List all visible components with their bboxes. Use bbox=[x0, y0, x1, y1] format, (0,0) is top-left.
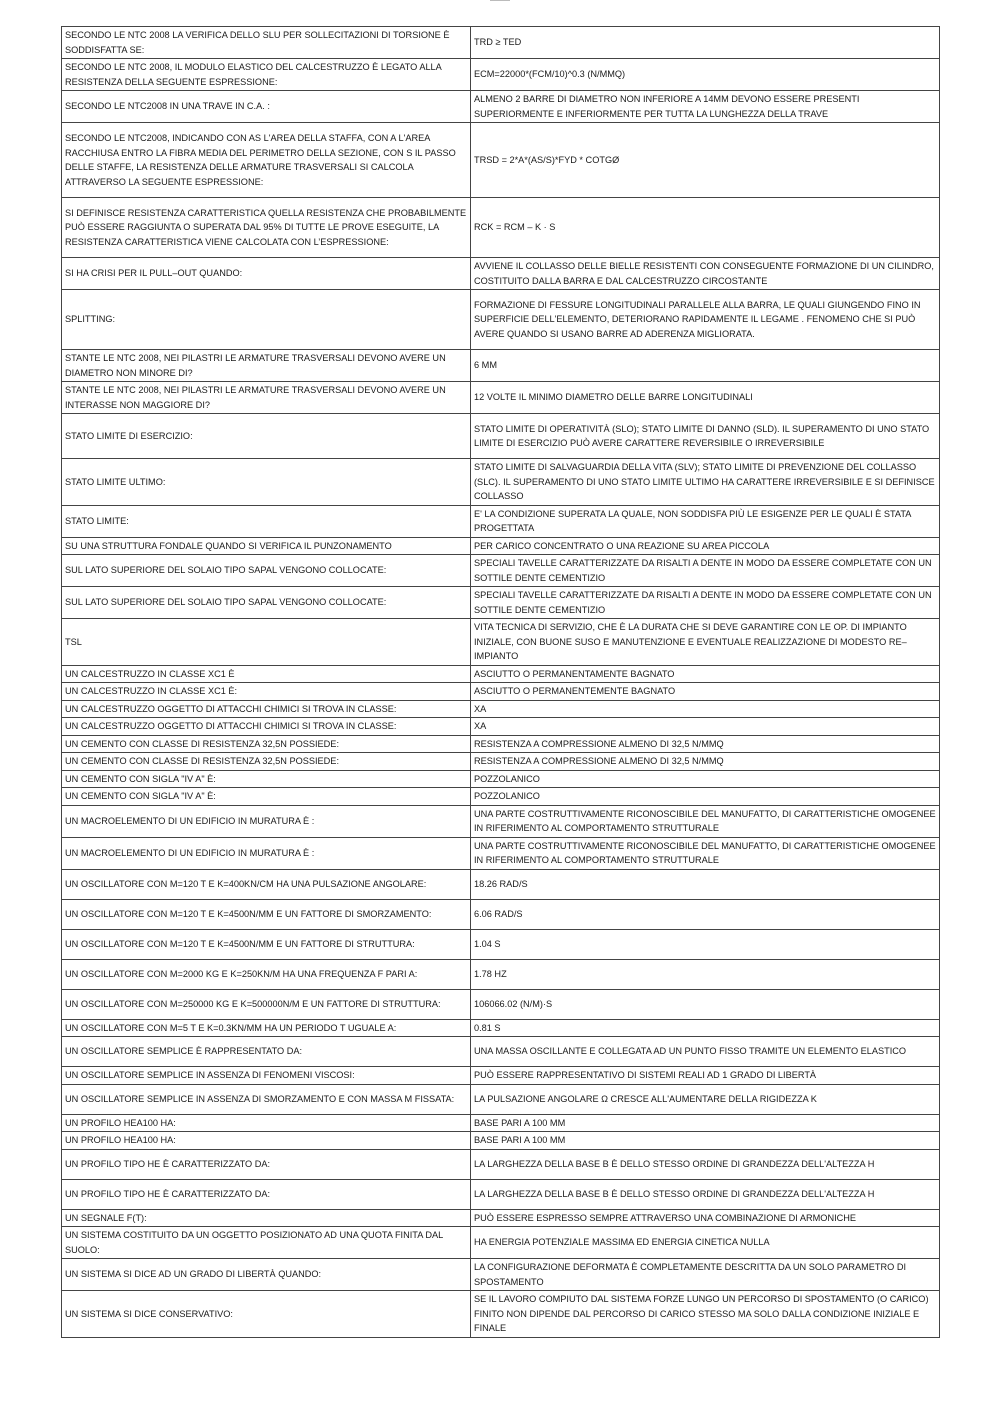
question-cell: SECONDO LE NTC 2008, IL MODULO ELASTICO DEL CALCESTRUZZO È LEGATO ALLA RESISTENZA DELLA SEGUENTE ESPRESSIONE: bbox=[62, 59, 471, 91]
question-cell: SECONDO LE NTC2008 IN UNA TRAVE IN C.A. : bbox=[62, 91, 471, 123]
answer-cell: PUÒ ESSERE ESPRESSO SEMPRE ATTRAVERSO UNA COMBINAZIONE DI ARMONICHE bbox=[471, 1209, 940, 1227]
table-row bbox=[62, 899, 940, 929]
answer-cell: 6 MM bbox=[471, 350, 940, 382]
table-row bbox=[62, 805, 940, 837]
answer-cell: BASE PARI A 100 MM bbox=[471, 1114, 940, 1132]
table-row bbox=[62, 1259, 940, 1291]
question-cell: TSL bbox=[62, 619, 471, 666]
answer-cell: ASCIUTTO O PERMANENTEMENTE BAGNATO bbox=[471, 683, 940, 701]
question-cell: UN CALCESTRUZZO OGGETTO DI ATTACCHI CHIMICI SI TROVA IN CLASSE: bbox=[62, 700, 471, 718]
question-cell: STATO LIMITE DI ESERCIZIO: bbox=[62, 414, 471, 459]
table-row bbox=[62, 1019, 940, 1037]
question-cell: UN SEGNALE F(T): bbox=[62, 1209, 471, 1227]
answer-cell: ALMENO 2 BARRE DI DIAMETRO NON INFERIORE A 14MM DEVONO ESSERE PRESENTI SUPERIORMENTE E INFERIORMENTE PER TUTTA LA LUNGHEZZA DELLA TRAVE bbox=[471, 91, 940, 123]
table-row bbox=[62, 837, 940, 869]
table-row bbox=[62, 770, 940, 788]
answer-cell: VITA TECNICA DI SERVIZIO, CHE È LA DURATA CHE SI DEVE GARANTIRE CON LE OP. DI IMPIANTO INIZIALE, CON BUONE SUSO E MANUTENZIONE E EVENTUALE REALIZZAZIONE DI MODESTO RE–IMPIANTO bbox=[471, 619, 940, 666]
table-row bbox=[62, 1132, 940, 1150]
answer-cell: LA CONFIGURAZIONE DEFORMATA È COMPLETAMENTE DESCRITTA DA UN SOLO PARAMETRO DI SPOSTAMENTO bbox=[471, 1259, 940, 1291]
answer-cell: 1.78 HZ bbox=[471, 959, 940, 989]
answer-cell: SE IL LAVORO COMPIUTO DAL SISTEMA FORZE LUNGO UN PERCORSO DI SPOSTAMENTO (O CARICO) FINITO NON DIPENDE DAL PERCORSO DI CARICO STESSO MA SOLO DALLA CONDIZIONE INIZIALE E FINALE bbox=[471, 1291, 940, 1338]
question-cell: SECONDO LE NTC2008, INDICANDO CON AS L'AREA DELLA STAFFA, CON A L'AREA RACCHIUSA ENTRO LA FIBRA MEDIA DEL PERIMETRO DELLA SEZIONE, CON S IL PASSO DELLE STAFFE, LA RESISTENZA DELLE ARMATURE TRASVERSALI SI CALCOLA ATTRAVERSO LA SEGUENTE ESPRESSIONE: bbox=[62, 123, 471, 198]
answer-cell: UNA PARTE COSTRUTTIVAMENTE RICONOSCIBILE DEL MANUFATTO, DI CARATTERISTICHE OMOGENEE IN RIFERIMENTO AL COMPORTAMENTO STRUTTURALE bbox=[471, 837, 940, 869]
question-cell: UN OSCILLATORE SEMPLICE IN ASSENZA DI FENOMENI VISCOSI: bbox=[62, 1067, 471, 1085]
table-row bbox=[62, 414, 940, 459]
table-row bbox=[62, 459, 940, 506]
answer-cell: POZZOLANICO bbox=[471, 788, 940, 806]
question-cell: STATO LIMITE ULTIMO: bbox=[62, 459, 471, 506]
answer-cell: RESISTENZA A COMPRESSIONE ALMENO DI 32,5 N/MMQ bbox=[471, 735, 940, 753]
answer-cell: 106066.02 (N/M)·S bbox=[471, 989, 940, 1019]
question-cell: UN CEMENTO CON CLASSE DI RESISTENZA 32,5N POSSIEDE: bbox=[62, 753, 471, 771]
question-cell: SECONDO LE NTC 2008 LA VERIFICA DELLO SLU PER SOLLECITAZIONI DI TORSIONE È SODDISFATTA SE: bbox=[62, 27, 471, 59]
qa-table bbox=[61, 26, 940, 1338]
table-row bbox=[62, 123, 940, 198]
answer-cell: XA bbox=[471, 700, 940, 718]
answer-cell: 12 VOLTE IL MINIMO DIAMETRO DELLE BARRE LONGITUDINALI bbox=[471, 382, 940, 414]
answer-cell: STATO LIMITE DI SALVAGUARDIA DELLA VITA (SLV); STATO LIMITE DI PREVENZIONE DEL COLLASSO (SLC). IL SUPERAMENTO DI UNO STATO LIMITE ULTIMO HA CARATTERE IRREVERSIBILE E SI DEFINISCE COLLASSO bbox=[471, 459, 940, 506]
question-cell: UN SISTEMA SI DICE CONSERVATIVO: bbox=[62, 1291, 471, 1338]
question-cell: UN OSCILLATORE CON M=250000 KG E K=500000N/M E UN FATTORE DI STRUTTURA: bbox=[62, 989, 471, 1019]
answer-cell: 0.81 S bbox=[471, 1019, 940, 1037]
answer-cell: LA LARGHEZZA DELLA BASE B È DELLO STESSO ORDINE DI GRANDEZZA DELL'ALTEZZA H bbox=[471, 1179, 940, 1209]
answer-cell: 6.06 RAD/S bbox=[471, 899, 940, 929]
table-row bbox=[62, 290, 940, 350]
question-cell: SU UNA STRUTTURA FONDALE QUANDO SI VERIFICA IL PUNZONAMENTO bbox=[62, 537, 471, 555]
answer-cell: ECM=22000*(FCM/10)^0.3 (N/MMQ) bbox=[471, 59, 940, 91]
question-cell: SUL LATO SUPERIORE DEL SOLAIO TIPO SAPAL VENGONO COLLOCATE: bbox=[62, 587, 471, 619]
answer-cell: 1.04 S bbox=[471, 929, 940, 959]
question-cell: UN CEMENTO CON SIGLA "IV A" È: bbox=[62, 770, 471, 788]
table-row bbox=[62, 1067, 940, 1085]
table-row bbox=[62, 619, 940, 666]
question-cell: UN SISTEMA SI DICE AD UN GRADO DI LIBERTÀ QUANDO: bbox=[62, 1259, 471, 1291]
table-row bbox=[62, 198, 940, 258]
answer-cell: LA PULSAZIONE ANGOLARE Ω CRESCE ALL'AUMENTARE DELLA RIGIDEZZA K bbox=[471, 1084, 940, 1114]
question-cell: UN CEMENTO CON CLASSE DI RESISTENZA 32,5N POSSIEDE: bbox=[62, 735, 471, 753]
question-cell: SPLITTING: bbox=[62, 290, 471, 350]
question-cell: UN PROFILO TIPO HE È CARATTERIZZATO DA: bbox=[62, 1179, 471, 1209]
answer-cell: ASCIUTTO O PERMANENTAMENTE BAGNATO bbox=[471, 665, 940, 683]
answer-cell: UNA PARTE COSTRUTTIVAMENTE RICONOSCIBILE DEL MANUFATTO, DI CARATTERISTICHE OMOGENEE IN RIFERIMENTO AL COMPORTAMENTO STRUTTURALE bbox=[471, 805, 940, 837]
answer-cell: HA ENERGIA POTENZIALE MASSIMA ED ENERGIA CINETICA NULLA bbox=[471, 1227, 940, 1259]
answer-cell: SPECIALI TAVELLE CARATTERIZZATE DA RISALTI A DENTE IN MODO DA ESSERE COMPLETATE CON UN SOTTILE DENTE CEMENTIZIO bbox=[471, 587, 940, 619]
question-cell: STANTE LE NTC 2008, NEI PILASTRI LE ARMATURE TRASVERSALI DEVONO AVERE UN INTERASSE NON MAGGIORE DI? bbox=[62, 382, 471, 414]
table-row bbox=[62, 1227, 940, 1259]
question-cell: UN OSCILLATORE CON M=5 T E K=0.3KN/MM HA UN PERIODO T UGUALE A: bbox=[62, 1019, 471, 1037]
table-row bbox=[62, 1149, 940, 1179]
table-row bbox=[62, 587, 940, 619]
table-row bbox=[62, 27, 940, 59]
question-cell: UN PROFILO HEA100 HA: bbox=[62, 1114, 471, 1132]
question-cell: UN CALCESTRUZZO IN CLASSE XC1 È bbox=[62, 665, 471, 683]
page-header-mark bbox=[490, 0, 510, 3]
table-row bbox=[62, 718, 940, 736]
question-cell: STATO LIMITE: bbox=[62, 505, 471, 537]
table-row bbox=[62, 258, 940, 290]
table-row bbox=[62, 869, 940, 899]
question-cell: UN MACROELEMENTO DI UN EDIFICIO IN MURATURA È : bbox=[62, 837, 471, 869]
question-cell: UN MACROELEMENTO DI UN EDIFICIO IN MURATURA È : bbox=[62, 805, 471, 837]
table-row bbox=[62, 989, 940, 1019]
answer-cell: RESISTENZA A COMPRESSIONE ALMENO DI 32,5 N/MMQ bbox=[471, 753, 940, 771]
question-cell: SI DEFINISCE RESISTENZA CARATTERISTICA QUELLA RESISTENZA CHE PROBABILMENTE PUÒ ESSERE RAGGIUNTA O SUPERATA DAL 95% DI TUTTE LE PROVE ESEGUITE, LA RESISTENZA CARATTERISTICA VIENE CALCOLATA CON L’ESPRESSIONE: bbox=[62, 198, 471, 258]
answer-cell: FORMAZIONE DI FESSURE LONGITUDINALI PARALLELE ALLA BARRA, LE QUALI GIUNGENDO FINO IN SUPERFICIE DELL'ELEMENTO, DETERIORANO RAPIDAMENTE IL LEGAME . FENOMENO CHE SI PUÒ AVERE QUANDO SI USANO BARRE AD ADERENZA MIGLIORATA. bbox=[471, 290, 940, 350]
answer-cell: BASE PARI A 100 MM bbox=[471, 1132, 940, 1150]
question-cell: UN SISTEMA COSTITUITO DA UN OGGETTO POSIZIONATO AD UNA QUOTA FINITA DAL SUOLO: bbox=[62, 1227, 471, 1259]
question-cell: STANTE LE NTC 2008, NEI PILASTRI LE ARMATURE TRASVERSALI DEVONO AVERE UN DIAMETRO NON MINORE DI? bbox=[62, 350, 471, 382]
answer-cell: 18.26 RAD/S bbox=[471, 869, 940, 899]
answer-cell: UNA MASSA OSCILLANTE E COLLEGATA AD UN PUNTO FISSO TRAMITE UN ELEMENTO ELASTICO bbox=[471, 1037, 940, 1067]
question-cell: UN OSCILLATORE SEMPLICE IN ASSENZA DI SMORZAMENTO E CON MASSA M FISSATA: bbox=[62, 1084, 471, 1114]
table-row bbox=[62, 1037, 940, 1067]
question-cell: UN OSCILLATORE CON M=120 T E K=4500N/MM E UN FATTORE DI STRUTTURA: bbox=[62, 929, 471, 959]
table-row bbox=[62, 1209, 940, 1227]
answer-cell: STATO LIMITE DI OPERATIVITÀ (SLO); STATO LIMITE DI DANNO (SLD). IL SUPERAMENTO DI UNO STATO LIMITE DI ESERCIZIO PUÒ AVERE CARATTERE REVERSIBILE O IRREVERSIBILE bbox=[471, 414, 940, 459]
qa-table-body bbox=[62, 27, 940, 1338]
question-cell: UN OSCILLATORE CON M=120 T E K=4500N/MM E UN FATTORE DI SMORZAMENTO: bbox=[62, 899, 471, 929]
answer-cell: PUÒ ESSERE RAPPRESENTATIVO DI SISTEMI REALI AD 1 GRADO DI LIBERTÀ bbox=[471, 1067, 940, 1085]
table-row bbox=[62, 735, 940, 753]
table-row bbox=[62, 959, 940, 989]
question-cell: UN CALCESTRUZZO IN CLASSE XC1 È: bbox=[62, 683, 471, 701]
answer-cell: TRSD = 2*A*(AS/S)*FYD * COTGØ bbox=[471, 123, 940, 198]
answer-cell: AVVIENE IL COLLASSO DELLE BIELLE RESISTENTI CON CONSEGUENTE FORMAZIONE DI UN CILINDRO, COSTITUITO DALLA BARRA E DAL CALCESTRUZZO CIRCOSTANTE bbox=[471, 258, 940, 290]
table-row bbox=[62, 753, 940, 771]
table-row bbox=[62, 505, 940, 537]
answer-cell: E' LA CONDIZIONE SUPERATA LA QUALE, NON SODDISFA PIÙ LE ESIGENZE PER LE QUALI È STATA PROGETTATA bbox=[471, 505, 940, 537]
table-row bbox=[62, 59, 940, 91]
table-row bbox=[62, 382, 940, 414]
answer-cell: POZZOLANICO bbox=[471, 770, 940, 788]
answer-cell: LA LARGHEZZA DELLA BASE B È DELLO STESSO ORDINE DI GRANDEZZA DELL'ALTEZZA H bbox=[471, 1149, 940, 1179]
table-row bbox=[62, 1291, 940, 1338]
table-row bbox=[62, 537, 940, 555]
table-row bbox=[62, 665, 940, 683]
answer-cell: TRD ≥ TED bbox=[471, 27, 940, 59]
question-cell: SUL LATO SUPERIORE DEL SOLAIO TIPO SAPAL VENGONO COLLOCATE: bbox=[62, 555, 471, 587]
question-cell: UN OSCILLATORE CON M=2000 KG E K=250KN/M HA UNA FREQUENZA F PARI A: bbox=[62, 959, 471, 989]
answer-cell: SPECIALI TAVELLE CARATTERIZZATE DA RISALTI A DENTE IN MODO DA ESSERE COMPLETATE CON UN SOTTILE DENTE CEMENTIZIO bbox=[471, 555, 940, 587]
table-row bbox=[62, 1084, 940, 1114]
table-row bbox=[62, 555, 940, 587]
question-cell: UN OSCILLATORE CON M=120 T E K=400KN/CM HA UNA PULSAZIONE ANGOLARE: bbox=[62, 869, 471, 899]
question-cell: UN CEMENTO CON SIGLA "IV A" È: bbox=[62, 788, 471, 806]
table-row bbox=[62, 683, 940, 701]
question-cell: UN PROFILO HEA100 HA: bbox=[62, 1132, 471, 1150]
table-row bbox=[62, 1179, 940, 1209]
table-row bbox=[62, 700, 940, 718]
table-row bbox=[62, 788, 940, 806]
table-row bbox=[62, 929, 940, 959]
question-cell: UN PROFILO TIPO HE È CARATTERIZZATO DA: bbox=[62, 1149, 471, 1179]
table-row bbox=[62, 1114, 940, 1132]
table-row bbox=[62, 350, 940, 382]
answer-cell: XA bbox=[471, 718, 940, 736]
question-cell: SI HA CRISI PER IL PULL–OUT QUANDO: bbox=[62, 258, 471, 290]
question-cell: UN OSCILLATORE SEMPLICE È RAPPRESENTATO DA: bbox=[62, 1037, 471, 1067]
question-cell: UN CALCESTRUZZO OGGETTO DI ATTACCHI CHIMICI SI TROVA IN CLASSE: bbox=[62, 718, 471, 736]
answer-cell: PER CARICO CONCENTRATO O UNA REAZIONE SU AREA PICCOLA bbox=[471, 537, 940, 555]
table-row bbox=[62, 91, 940, 123]
answer-cell: RCK = RCM – K · S bbox=[471, 198, 940, 258]
